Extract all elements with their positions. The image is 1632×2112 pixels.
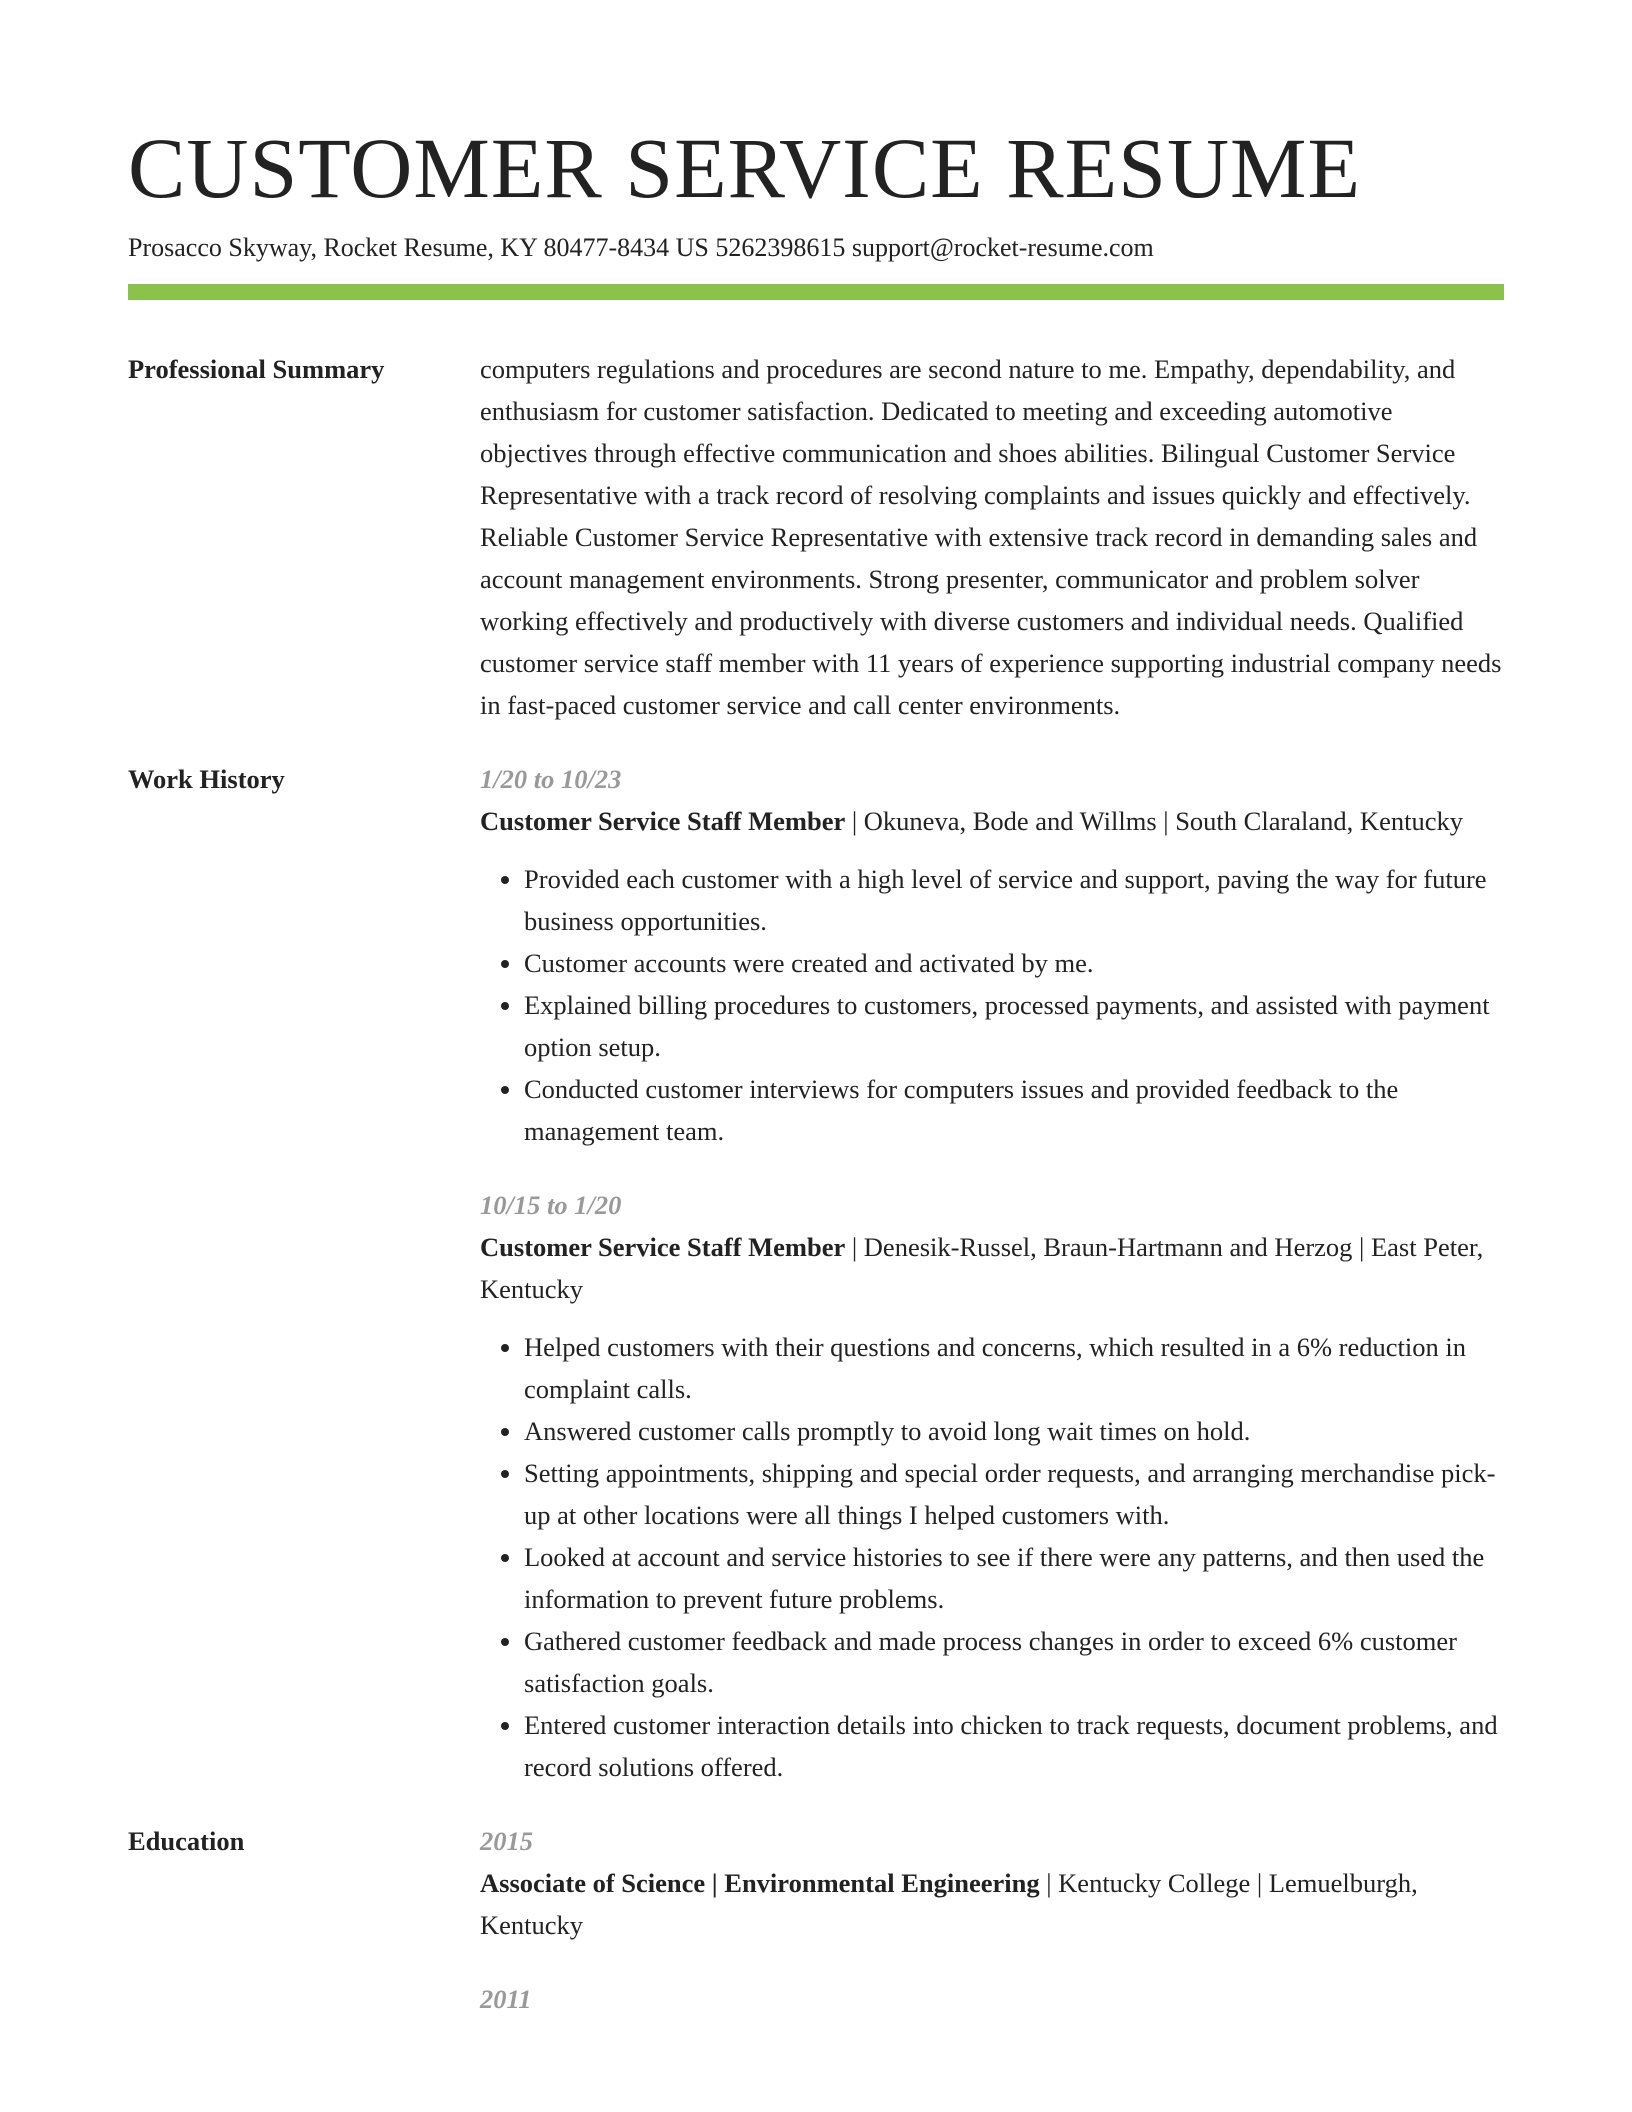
work-history-body: [480, 758, 1504, 1788]
job-bullets: [480, 858, 1504, 1152]
education-section: [128, 1820, 1504, 2020]
summary-text: computers regulations and procedures are second nature to me. Empathy, dependability, and enthusiasm for customer satisfaction. Dedicated to meeting and exceeding automotive objectives through effective communication and shoes abilities. Bilingual Customer Service Representative with a track record of resolving complaints and issues quickly and effectively. Reliable Customer Service Representative with extensive track record in demanding sales and account management environments. Strong presenter, communicator and problem solver working effectively and productively with diverse customers and individual needs. Qualified customer service staff member with 11 years of experience supporting industrial company needs in fast-paced customer service and call center environments.: [480, 354, 1502, 720]
job-title: Customer Service Staff Member: [480, 806, 846, 836]
job-date: 1/20 to 10/23: [480, 764, 622, 794]
work-history-section: [128, 758, 1504, 1788]
education-entry: [480, 1978, 1504, 2020]
list-item: • Customer accounts were created and activated by me.: [524, 942, 1504, 984]
job-bullets: [480, 1326, 1504, 1788]
work-history-label: Work History: [128, 764, 285, 794]
job-heading: [480, 1226, 1504, 1310]
list-item: • Helped customers with their questions and concerns, which resulted in a 6% reduction in complaint calls.: [524, 1326, 1504, 1410]
list-item: • Answered customer calls promptly to avoid long wait times on hold.: [524, 1410, 1504, 1452]
education-date: 2011: [480, 1984, 532, 2014]
resume-title: CUSTOMER SERVICE RESUME: [128, 120, 1362, 216]
header-divider: [128, 284, 1504, 300]
list-item: • Provided each customer with a high level of service and support, paving the way for future business opportunities.: [524, 858, 1504, 942]
degree-title: Associate of Science | Environmental Engineering: [480, 1868, 1040, 1898]
resume-page: [128, 118, 1504, 2020]
education-body: [480, 1820, 1504, 2020]
education-details: | Kentucky College | Lemuelburgh, Kentucky: [480, 1868, 1418, 1940]
job-entry: [480, 758, 1504, 1152]
summary-section: [128, 348, 1504, 726]
list-item: • Entered customer interaction details into chicken to track requests, document problems, and record solutions offered.: [524, 1704, 1504, 1788]
job-details: | Okuneva, Bode and Willms | South Claraland, Kentucky: [845, 806, 1463, 836]
list-item: • Conducted customer interviews for computers issues and provided feedback to the management team.: [524, 1068, 1504, 1152]
education-label: Education: [128, 1826, 245, 1856]
contact-line: Prosacco Skyway, Rocket Resume, KY 80477-8434 US 5262398615 support@rocket-resume.com: [128, 233, 1154, 262]
summary-label: Professional Summary: [128, 354, 385, 384]
list-item: • Setting appointments, shipping and special order requests, and arranging merchandise pick-up at other locations were all things I helped customers with.: [524, 1452, 1504, 1536]
job-details: | Denesik-Russel, Braun-Hartmann and Herzog | East Peter, Kentucky: [480, 1232, 1484, 1304]
job-title: Customer Service Staff Member: [480, 1232, 846, 1262]
list-item: • Looked at account and service histories to see if there were any patterns, and then used the information to prevent future problems.: [524, 1536, 1504, 1620]
education-entry: [480, 1820, 1504, 1946]
education-heading: [480, 1862, 1504, 1946]
list-item: • Explained billing procedures to customers, processed payments, and assisted with payment option setup.: [524, 984, 1504, 1068]
job-entry: [480, 1184, 1504, 1788]
job-heading: [480, 800, 1504, 842]
list-item: • Gathered customer feedback and made process changes in order to exceed 6% customer satisfaction goals.: [524, 1620, 1504, 1704]
education-date: 2015: [480, 1826, 533, 1856]
job-date: 10/15 to 1/20: [480, 1190, 622, 1220]
